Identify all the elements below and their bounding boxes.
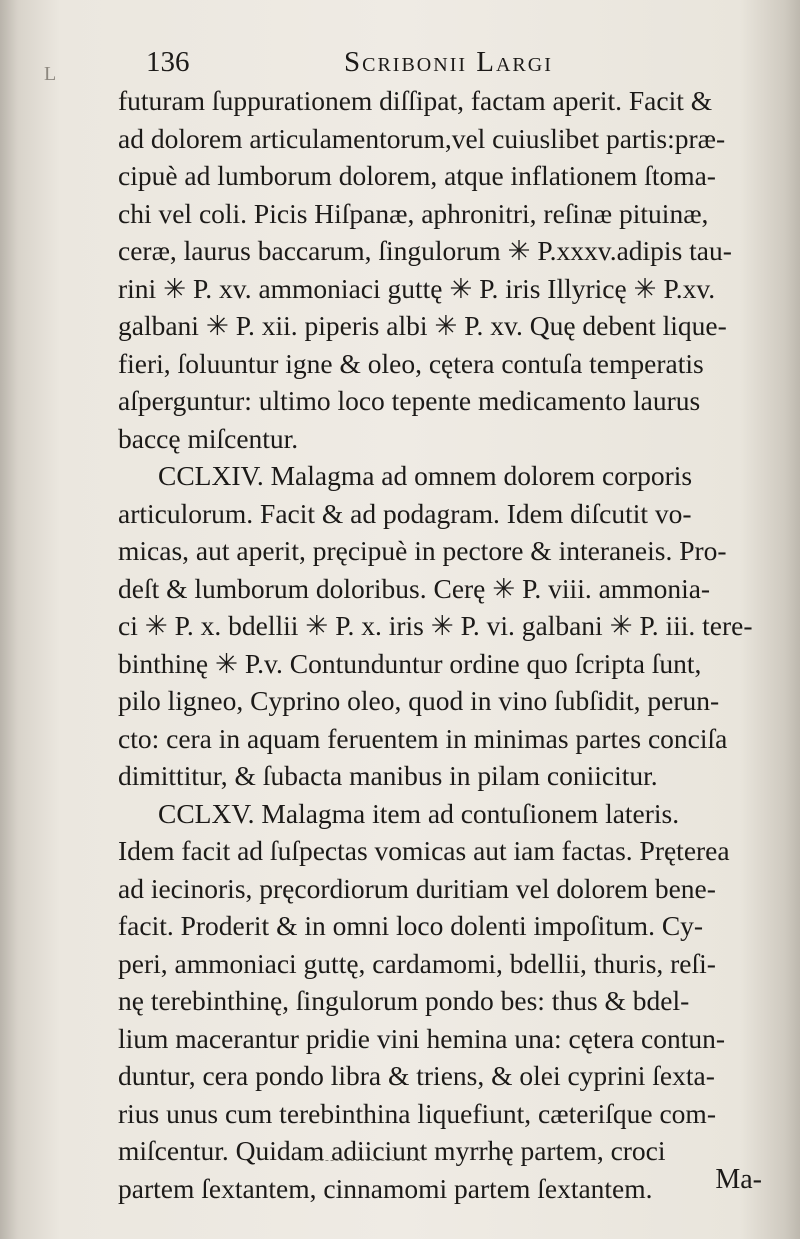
text-line: ceræ, laurus baccarum, ſingulorum ✳ P.xxxv.adipis tau- [118, 235, 732, 266]
text-line: ci ✳ P. x. bdellii ✳ P. x. iris ✳ P. vi. galbani ✳ P. iii. tere- [118, 610, 753, 641]
text-line: peri, ammoniaci guttę, cardamomi, bdellii, thuris, reſi- [118, 947, 716, 979]
text-line: aſperguntur: ultimo loco tepente medicamento laurus [118, 385, 701, 416]
body-text [118, 82, 778, 1207]
text-line: binthinę ✳ P.v. Contunduntur ordine quo ſcripta ſunt, [118, 647, 702, 679]
text-line: dimittitur, & ſubacta manibus in pilam coniicitur. [118, 760, 658, 791]
text-line: nę terebinthinę, ſingulorum pondo bes: thus & bdel- [118, 985, 690, 1016]
catchword: Ma- [715, 1164, 762, 1195]
text-line: chi vel coli. Picis Hiſpanæ, aphronitri, reſinæ pituinæ, [118, 197, 709, 229]
page-header [146, 40, 766, 84]
text-line: micas, aut aperit, pręcipuè in pectore & interaneis. Pro- [118, 535, 727, 566]
text-line: rius unus cum terebinthina liquefiunt, cæteriſque com- [118, 1097, 716, 1129]
text-line: ad dolorem articulamentorum,vel cuiuslibet partis:præ- [118, 122, 726, 154]
text-line: facit. Proderit & in omni loco dolenti impoſitum. Cy- [118, 910, 704, 941]
text-line: miſcentur. Quidam adiiciunt myrrhę partem, croci [118, 1135, 666, 1166]
text-line: fieri, ſoluuntur igne & oleo, cętera contuſa temperatis [118, 347, 704, 379]
text-line: rini ✳ P. xv. ammoniaci guttę ✳ P. iris Illyricę ✳ P.xv. [118, 272, 716, 304]
text-line: deſt & lumborum doloribus. Cerę ✳ P. viii. ammonia- [118, 572, 711, 604]
text-line: articulorum. Facit & ad podagram. Idem diſcutit vo- [118, 497, 692, 529]
text-line: ad iecinoris, pręcordiorum duritiam vel dolorem bene- [118, 872, 716, 904]
text-line: pilo ligneo, Cyprino oleo, quod in vino ſubſidit, perun- [118, 685, 720, 716]
text-line: cto: cera in aquam feruentem in minimas partes conciſa [118, 722, 728, 754]
text-line: CCLXV. Malagma item ad contuſionem lateris. [158, 797, 680, 829]
margin-mark: L [44, 63, 57, 85]
text-line: futuram ſuppurationem diſſipat, factam aperit. Facit & [118, 85, 713, 116]
text-line: Idem facit ad ſuſpectas vomicas aut iam factas. Pręterea [118, 835, 730, 866]
text-line: baccę miſcentur. [118, 422, 299, 454]
text-line: partem ſextantem, cinnamomi partem ſextantem. [118, 1172, 653, 1204]
rule-dash [300, 1160, 420, 1161]
text-line: cipuè ad lumborum dolorem, atque inflationem ſtoma- [118, 160, 716, 191]
text-line: CCLXIV. Malagma ad omnem dolorem corporis [158, 460, 693, 491]
text-line: lium macerantur pridie vini hemina una: cętera contun- [118, 1022, 726, 1054]
text-line: duntur, cera pondo libra & triens, & olei cyprini ſexta- [118, 1060, 715, 1091]
text-line: galbani ✳ P. xii. piperis albi ✳ P. xv. Quę debent lique- [118, 310, 727, 341]
page-number: 136 [146, 46, 190, 78]
running-head: Scribonii Largi [344, 46, 553, 78]
